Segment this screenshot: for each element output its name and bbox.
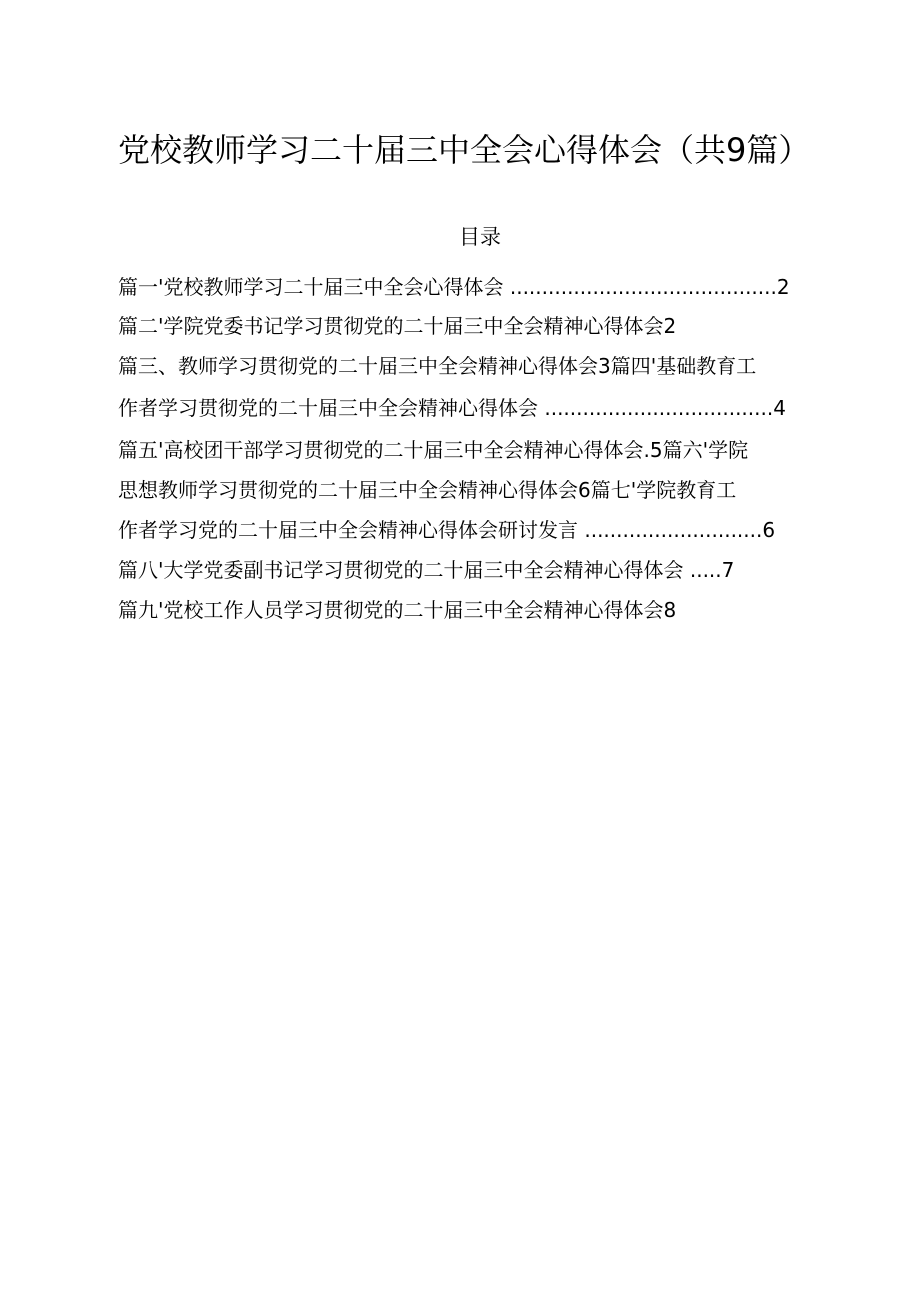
document-title: 党校教师学习二十届三中全会心得体会（共9篇） bbox=[118, 131, 811, 169]
toc-line: 篇二'学院党委书记学习贯彻党的二十届三中全会精神心得体会2 bbox=[118, 314, 677, 338]
toc-line: 作者学习党的二十届三中全会精神心得体会研讨发言 ............................6 bbox=[118, 518, 776, 542]
toc-line: 作者学习贯彻党的二十届三中全会精神心得体会 ....................................4 bbox=[118, 396, 786, 420]
table-of-contents bbox=[118, 268, 844, 630]
toc-line: 篇八'大学党委副书记学习贯彻党的二十届三中全会精神心得体会 .....7 bbox=[118, 558, 735, 582]
toc-line: 篇九'党校工作人员学习贯彻党的二十届三中全会精神心得体会8 bbox=[118, 598, 677, 622]
toc-line: 思想教师学习贯彻党的二十届三中全会精神心得体会6篇七'学院教育工 bbox=[118, 478, 737, 502]
toc-line: 篇五'高校团干部学习贯彻党的二十届三中全会精神心得体会.5篇六'学院 bbox=[118, 438, 749, 462]
toc-heading: 目录 bbox=[459, 225, 501, 249]
toc-line: 篇三、教师学习贯彻党的二十届三中全会精神心得体会3篇四'基础教育工 bbox=[118, 354, 757, 378]
toc-line: 篇一'党校教师学习二十届三中全会心得体会 ..........................................2 bbox=[118, 275, 790, 299]
